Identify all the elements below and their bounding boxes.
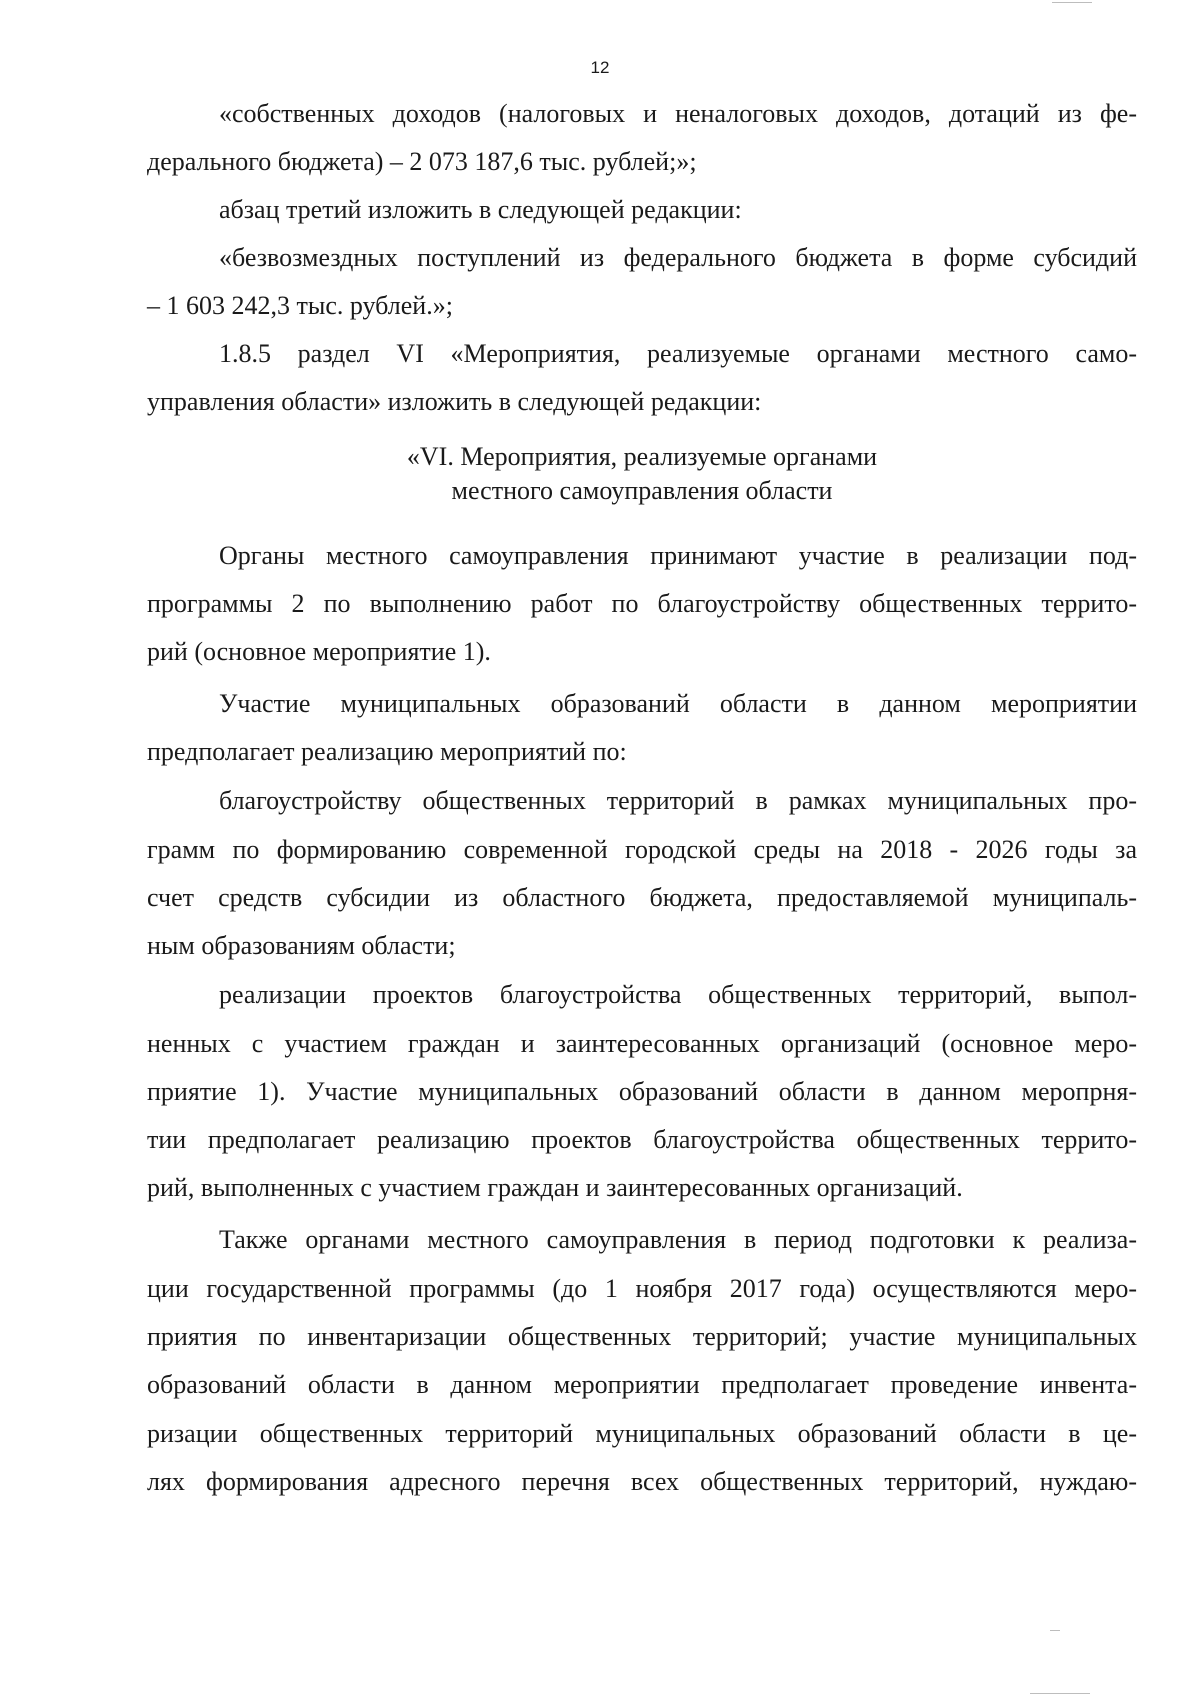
text-line: реализации проектов благоустройства общественных территорий, выпол- — [219, 980, 1137, 1009]
section-heading: «VI. Мероприятия, реализуемые органами — [406, 442, 878, 471]
text-line: рий, выполненных с участием граждан и заинтересованных организаций. — [147, 1173, 963, 1202]
text-line: образований области в данном мероприятии предполагает проведение инвента- — [147, 1370, 1137, 1399]
text-line: программы 2 по выполнению работ по благоустройству общественных террито- — [147, 589, 1137, 618]
text-line: ным образованиям области; — [147, 931, 456, 960]
text-line: ризации общественных территорий муниципальных образований области в це- — [147, 1419, 1137, 1448]
text-line: тии предполагает реализацию проектов благоустройства общественных террито- — [147, 1125, 1137, 1154]
text-line: приятие 1). Участие муниципальных образований области в данном меропрня- — [147, 1077, 1137, 1106]
text-line: ции государственной программы (до 1 ноября 2017 года) осуществляются меро- — [147, 1274, 1137, 1303]
text-line: Органы местного самоуправления принимают участие в реализации под- — [219, 541, 1137, 570]
text-line: рий (основное мероприятие 1). — [147, 637, 491, 666]
section-heading: местного самоуправления области — [451, 476, 833, 505]
text-line: 1.8.5 раздел VI «Мероприятия, реализуемые органами местного само- — [219, 339, 1137, 368]
text-line: абзац третий изложить в следующей редакции: — [219, 195, 742, 224]
text-line: «безвозмездных поступлений из федерального бюджета в форме субсидий — [219, 243, 1137, 272]
scan-artifact — [1052, 2, 1092, 3]
text-line: Также органами местного самоуправления в период подготовки к реализа- — [219, 1225, 1137, 1254]
text-line: ненных с участием граждан и заинтересованных организаций (основное меро- — [147, 1029, 1137, 1058]
text-line: грамм по формированию современной городской среды на 2018 - 2026 годы за — [147, 835, 1137, 864]
text-line: лях формирования адресного перечня всех общественных территорий, нуждаю- — [147, 1467, 1137, 1496]
scan-artifact — [1030, 1693, 1090, 1694]
text-line: Участие муниципальных образований области в данном мероприятии — [219, 689, 1137, 718]
text-line: «собственных доходов (налоговых и неналоговых доходов, дотаций из фе- — [219, 99, 1137, 128]
page-number: 12 — [590, 58, 610, 77]
text-line: счет средств субсидии из областного бюджета, предоставляемой муниципаль- — [147, 883, 1137, 912]
text-line: приятия по инвентаризации общественных территорий; участие муниципальных — [147, 1322, 1137, 1351]
text-line: дерального бюджета) – 2 073 187,6 тыс. рублей;»; — [147, 147, 697, 176]
text-line: – 1 603 242,3 тыс. рублей.»; — [147, 291, 453, 320]
text-line: благоустройству общественных территорий в рамках муниципальных про- — [219, 786, 1137, 815]
scan-artifact — [1050, 1630, 1060, 1631]
text-line: предполагает реализацию мероприятий по: — [147, 737, 627, 766]
text-line: управления области» изложить в следующей редакции: — [147, 387, 762, 416]
